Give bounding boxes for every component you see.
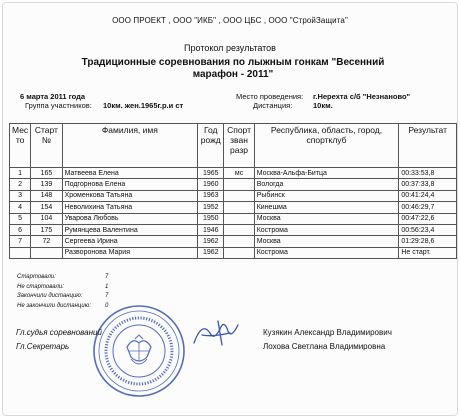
distance-value: 10км.	[313, 101, 333, 110]
rank-cell	[224, 213, 254, 224]
place-cell: 1	[10, 168, 31, 179]
result-cell: 00:37:33,8	[399, 179, 457, 190]
secretary-label: Гл.Секретарь	[16, 342, 70, 351]
region-cell: Кострома	[254, 224, 399, 235]
col-rank-header: Спорт зван разр	[224, 124, 254, 168]
birth-year-cell: 1962	[198, 236, 224, 247]
rank-cell	[224, 179, 254, 190]
table-row	[10, 202, 457, 213]
signature-names	[263, 326, 392, 354]
region-cell: Кинешма	[254, 202, 399, 213]
place-cell: 4	[10, 202, 31, 213]
venue-value: г.Нерехта с/б "Незнаново"	[313, 92, 411, 101]
official-stamp-icon	[91, 303, 187, 399]
handwritten-signature-icon	[188, 315, 248, 351]
stat-finished: Закончили дистанцию: 7	[17, 293, 109, 299]
signature-labels	[16, 326, 102, 354]
place-cell: 2	[10, 179, 31, 190]
stat-not-started: Не стартовали: 1	[17, 283, 109, 290]
region-cell: Рыбинск	[254, 190, 399, 201]
region-cell: Москва-Альфа-Битца	[254, 168, 399, 179]
start-number-cell: 154	[31, 202, 62, 213]
place-cell: 5	[10, 213, 31, 224]
table-row	[10, 247, 457, 258]
col-name-header: Фамилия, имя	[62, 124, 198, 168]
athlete-name-cell: Румянцева Валентина	[62, 224, 198, 235]
result-cell: 00:46:29,7	[399, 202, 457, 213]
event-title: Традиционные соревнования по лыжным гонкам "Весенний марафон - 2011"	[81, 57, 385, 80]
judge-name: Кузякин Александр Владимирович	[263, 328, 392, 337]
secretary-name: Лохова Светлана Владимировна	[263, 342, 386, 351]
table-row	[10, 179, 457, 190]
result-cell: 00:33:53,8	[399, 168, 457, 179]
athlete-name-cell: Неволихина Татьяна	[62, 202, 198, 213]
group-label: Группа участников:	[25, 101, 92, 110]
results-table	[9, 123, 457, 259]
table-header-row	[10, 124, 457, 168]
table-row	[10, 224, 457, 235]
rank-cell	[224, 247, 254, 258]
result-cell: 00:47:22,6	[399, 213, 457, 224]
place-cell: 3	[10, 190, 31, 201]
table-row	[10, 190, 457, 201]
table-row	[10, 213, 457, 224]
rank-cell	[224, 236, 254, 247]
document-frame	[2, 2, 458, 416]
rank-cell: мс	[224, 168, 254, 179]
result-cell: 00:56:23,4	[399, 224, 457, 235]
athlete-name-cell: Разворонова Мария	[62, 247, 198, 258]
start-number-cell: 148	[31, 190, 62, 201]
event-date: 6 марта 2011 года	[20, 92, 86, 101]
protocol-title: Протокол результатов	[184, 43, 276, 53]
group-value: 10км. жен.1965г.р.и ст	[103, 101, 184, 110]
region-cell: Вологда	[254, 179, 399, 190]
result-cell: 00:41:24,4	[399, 190, 457, 201]
col-year-header: Год рожд	[198, 124, 224, 168]
table-row	[10, 236, 457, 247]
region-cell: Москва	[254, 213, 399, 224]
col-result-header: Результат	[399, 124, 457, 168]
stat-started: Стартовали: 7	[17, 274, 109, 280]
birth-year-cell: 1965	[198, 168, 224, 179]
birth-year-cell: 1960	[198, 179, 224, 190]
table-row	[10, 168, 457, 179]
distance-label: Дистанция:	[253, 101, 293, 110]
rank-cell	[224, 190, 254, 201]
birth-year-cell: 1952	[198, 202, 224, 213]
venue-label: Место проведения:	[236, 92, 304, 101]
athlete-name-cell: Уварова Любовь	[62, 213, 198, 224]
rank-cell	[224, 202, 254, 213]
start-number-cell: 72	[31, 236, 62, 247]
athlete-name-cell: Хроменкова Татьяна	[62, 190, 198, 201]
rank-cell	[224, 224, 254, 235]
place-cell	[10, 247, 31, 258]
place-cell: 6	[10, 224, 31, 235]
birth-year-cell: 1946	[198, 224, 224, 235]
athlete-name-cell: Подгорнова Елена	[62, 179, 198, 190]
athlete-name-cell: Сергеева Ирина	[62, 236, 198, 247]
col-place-header: Мес то	[10, 124, 31, 168]
col-start-header: Старт №	[31, 124, 62, 168]
col-region-header: Республика, область, город, спортклуб	[254, 124, 399, 168]
result-cell: Не старт.	[399, 247, 457, 258]
birth-year-cell: 1963	[198, 190, 224, 201]
athlete-name-cell: Матвеева Елена	[62, 168, 198, 179]
region-cell: Кострома	[254, 247, 399, 258]
birth-year-cell: 1950	[198, 213, 224, 224]
start-number-cell: 104	[31, 213, 62, 224]
start-number-cell: 165	[31, 168, 62, 179]
organizers-line: ООО ПРОЕКТ , ООО "ИКБ" , ООО ЦБС , ООО "СтройЗащита"	[112, 16, 348, 25]
place-cell: 7	[10, 236, 31, 247]
judge-label: Гл.судья соревнований	[16, 328, 102, 337]
region-cell: Москва	[254, 236, 399, 247]
start-number-cell	[31, 247, 62, 258]
birth-year-cell: 1962	[198, 247, 224, 258]
start-number-cell: 175	[31, 224, 62, 235]
start-number-cell: 139	[31, 179, 62, 190]
document-page	[3, 3, 457, 415]
result-cell: 01:29:28,6	[399, 236, 457, 247]
stat-not-finished: Не закончили дистанцию: 0	[17, 302, 109, 309]
